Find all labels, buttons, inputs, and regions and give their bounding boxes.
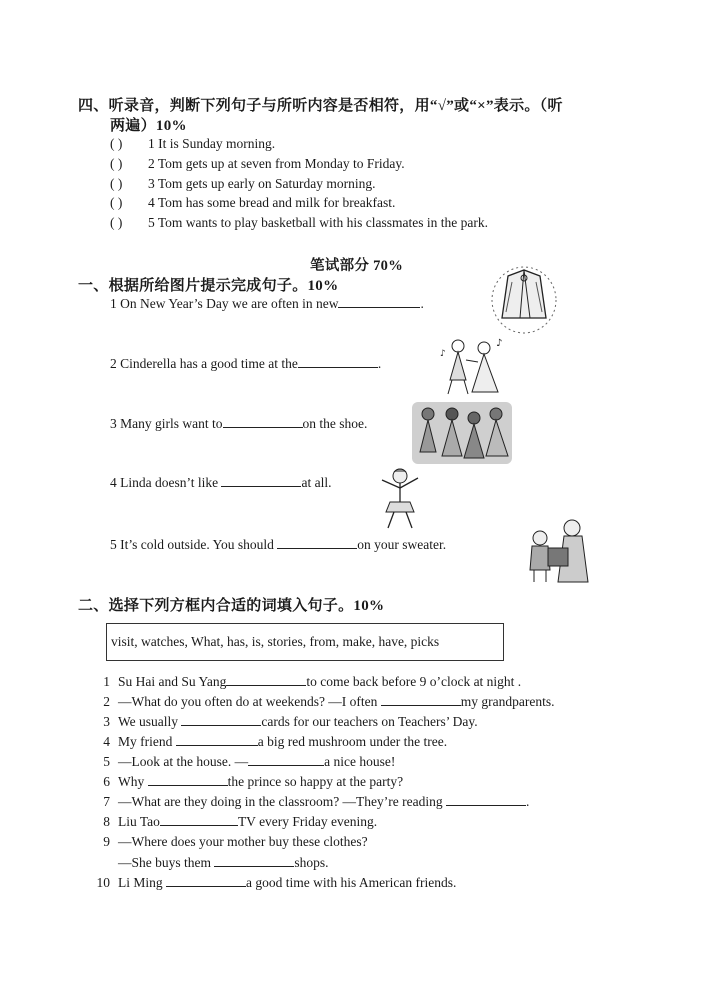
sentence-start: My friend (118, 734, 176, 749)
fill-sentence (110, 474, 331, 491)
written-part-title: 笔试部分 70% (310, 258, 404, 274)
sentence-start: 3 Many girls want to (110, 416, 223, 431)
sentence-end: a good time with his American friends. (246, 875, 457, 890)
sentence-start: 2 Cinderella has a good time at the (110, 356, 298, 371)
item-number: 4 (103, 734, 110, 749)
sentence-end: . (420, 296, 424, 311)
item-text: 1 It is Sunday morning. (148, 136, 276, 151)
fill-sentence (90, 813, 377, 830)
sentence-end: my grandparents. (460, 694, 555, 709)
answer-blank[interactable] (148, 773, 228, 786)
answer-blank[interactable] (223, 415, 303, 428)
sentence-start: 4 Linda doesn’t like (110, 475, 222, 490)
sentence-start: We usually (118, 714, 182, 729)
list-item (110, 215, 488, 231)
fill-sentence (110, 355, 381, 372)
item-text: 2 Tom gets up at seven from Monday to Friday. (148, 156, 405, 171)
sentence-start: —What are they doing in the classroom? —They’re reading (118, 794, 447, 809)
answer-blank[interactable] (221, 474, 301, 487)
list-item (110, 156, 405, 172)
sentence-start: —What do you often do at weekends? —I often (118, 694, 381, 709)
svg-text:♪: ♪ (440, 349, 446, 359)
fill-sentence (90, 874, 456, 891)
item-number: 7 (103, 794, 110, 809)
sentence-end: on the shoe. (302, 416, 368, 431)
item-text: 3 Tom gets up early on Saturday morning. (148, 176, 376, 191)
list-item (110, 176, 376, 192)
sentence-start: Why (118, 774, 148, 789)
item-text: 5 Tom wants to play basketball with his classmates in the park. (148, 215, 488, 230)
item-number: 10 (96, 875, 110, 890)
answer-blank[interactable] (298, 355, 378, 368)
fill-sentence (90, 733, 447, 750)
item-number: 2 (103, 694, 110, 709)
answer-blank[interactable] (181, 713, 261, 726)
sentence-start: —Where does your mother buy these clothes? (118, 834, 368, 849)
sentence-end: . (377, 356, 382, 371)
fill-sentence (90, 793, 529, 810)
answer-blank[interactable] (160, 813, 238, 826)
fill-sentence (90, 854, 329, 871)
new-clothes-picture (490, 262, 558, 334)
item-number: 5 (103, 754, 110, 769)
fill-sentence (110, 536, 446, 553)
word-bank-box: visit, watches, What, has, is, stories, from, make, have, picks (106, 623, 504, 661)
section4-heading: 四、听录音，判断下列句子与所听内容是否相符，用“√”或“×”表示。（听 (78, 98, 563, 114)
sentence-start: —She buys them (118, 855, 215, 870)
fill-sentence (90, 834, 368, 850)
girls-trying-shoe-picture (412, 402, 512, 464)
sentence-end: cards for our teachers on Teachers’ Day. (261, 714, 478, 729)
sentence-start: —Look at the house. — (118, 754, 249, 769)
item-number: 8 (103, 814, 110, 829)
answer-blank[interactable] (338, 295, 420, 308)
item-number: 6 (103, 774, 110, 789)
answer-paren: ( ) (110, 176, 123, 191)
item-number: 3 (103, 714, 110, 729)
fill-sentence (90, 753, 395, 770)
sentence-start: 5 It’s cold outside. You should (110, 537, 278, 552)
sentence-start: Su Hai and Su Yang (118, 674, 227, 689)
answer-blank[interactable] (166, 874, 246, 887)
fill-sentence (110, 295, 424, 312)
section2-heading: 二、选择下列方框内合适的词填入句子。10% (78, 598, 385, 614)
item-number: 9 (103, 834, 110, 849)
fill-sentence (90, 693, 555, 710)
answer-blank[interactable] (248, 753, 324, 766)
answer-blank[interactable] (226, 673, 306, 686)
answer-paren: ( ) (110, 156, 123, 171)
answer-blank[interactable] (446, 793, 526, 806)
sentence-end: a nice house! (324, 754, 396, 769)
sentence-end: a big red mushroom under the tree. (257, 734, 448, 749)
sentence-end: to come back before 9 o’clock at night . (306, 674, 522, 689)
sentence-start: 1 On New Year’s Day we are often in new (110, 296, 339, 311)
item-text: 4 Tom has some bread and milk for breakfast. (148, 195, 396, 210)
list-item (110, 195, 395, 211)
sentence-end: at all. (301, 475, 332, 490)
sentence-end: . (526, 794, 530, 809)
mother-sweater-picture (524, 518, 594, 584)
sentence-end: TV every Friday evening. (237, 814, 378, 829)
answer-blank[interactable] (176, 733, 258, 746)
party-dancers-picture (436, 336, 508, 396)
answer-blank[interactable] (381, 693, 461, 706)
answer-blank[interactable] (277, 536, 357, 549)
answer-blank[interactable] (214, 854, 294, 867)
fill-sentence (90, 713, 478, 730)
dancing-girl-picture (372, 466, 428, 532)
fill-sentence (90, 773, 403, 790)
answer-paren: ( ) (110, 195, 123, 210)
section4-heading-cont: 两遍）10% (110, 118, 187, 134)
answer-paren: ( ) (110, 215, 123, 230)
section1-heading: 一、根据所给图片提示完成句子。10% (78, 278, 339, 294)
sentence-end: shops. (294, 855, 329, 870)
sentence-start: Li Ming (118, 875, 167, 890)
fill-sentence (110, 415, 367, 432)
list-item (110, 136, 275, 152)
svg-text:♪: ♪ (496, 338, 503, 349)
answer-paren: ( ) (110, 136, 123, 151)
sentence-start: Liu Tao (118, 814, 160, 829)
sentence-end: on your sweater. (357, 537, 447, 552)
sentence-end: the prince so happy at the party? (227, 774, 404, 789)
fill-sentence (90, 673, 521, 690)
item-number: 1 (103, 674, 110, 689)
